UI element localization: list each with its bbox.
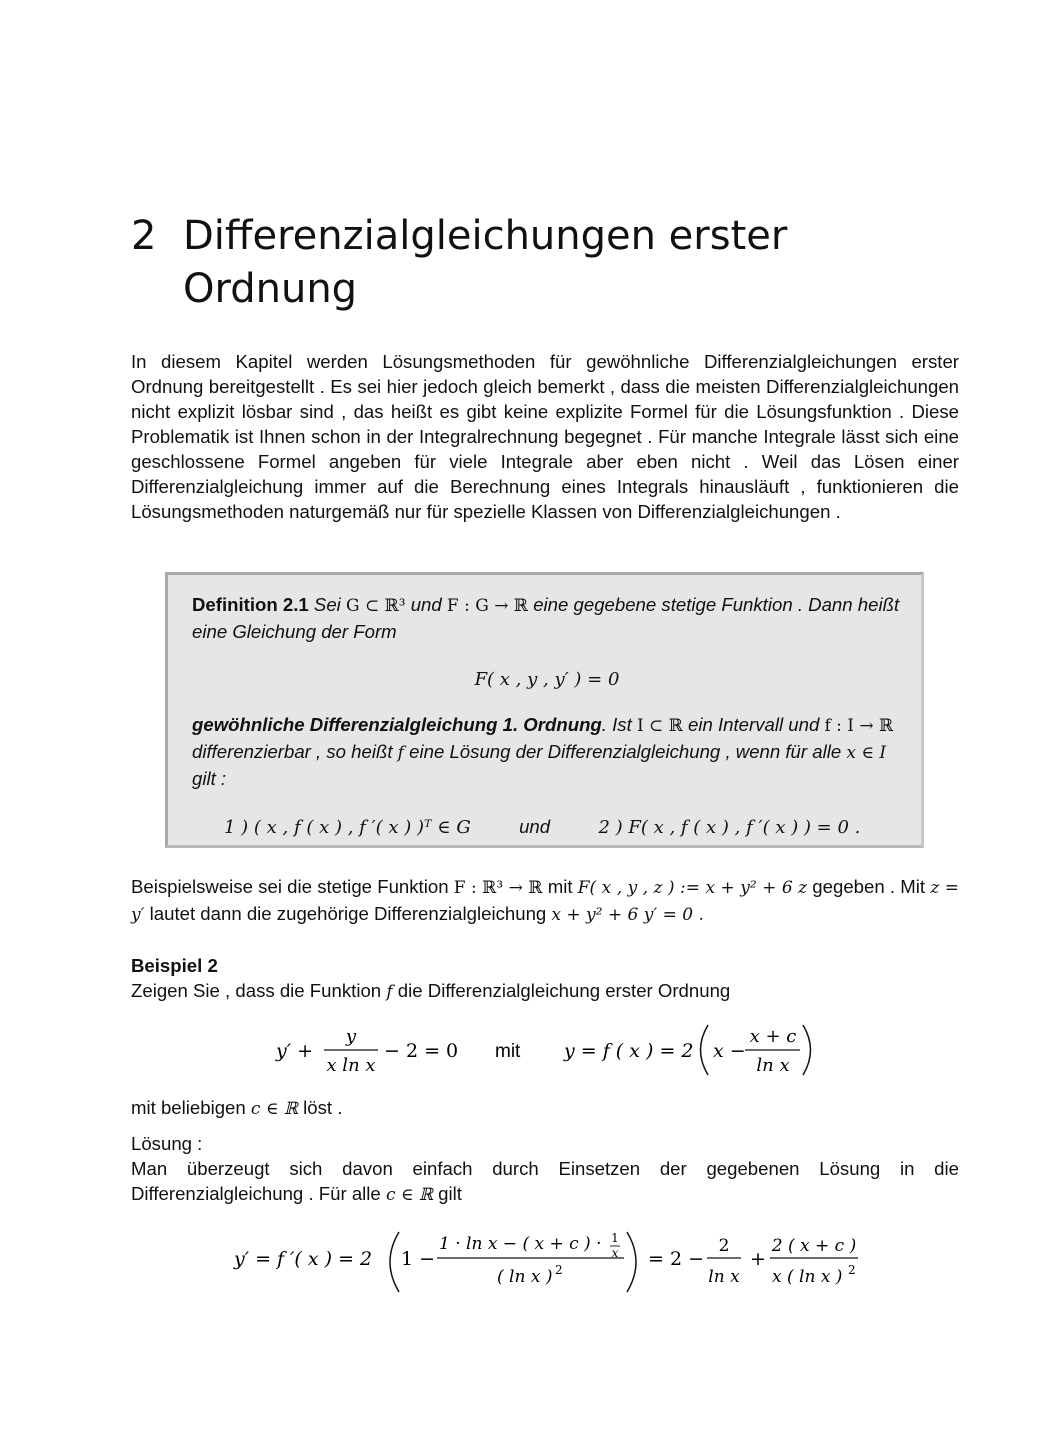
math-inline: f : I → ℝ — [824, 716, 894, 736]
equation-derivative — [131, 1226, 959, 1296]
eq1-rhs-x: x − — [713, 1040, 746, 1062]
intro-paragraph: In diesem Kapitel werden Lösungsmethoden für gewöhnliche Differenzialgleichungen erster Ordnung bereitgestellt . Es sei hier jedoch gleich bemerkt , dass die meisten Differenzialgleichungen nicht explizit lösbar sind , das heißt es gibt keine explizite Formel für die Lösungsfunktion . Diese Problematik ist Ihnen schon in der Integralrechnung begegnet . Für manche Integrale lässt sich eine geschlossene Formel angeben für viele Integrale aber eben nicht . Weil das Lösen einer Differenzialgleichung immer auf die Berechnung eines Integrals hinausläuft , funktionieren die Lösungsmethoden naturgemäß nur für spezielle Klassen von Differenzialgleichungen . — [131, 351, 959, 522]
definition-text: eine gegebene stetige Funktion . Dann heißt eine Gleichung der Form — [192, 594, 900, 642]
math-inline: z = y′ — [131, 878, 959, 925]
definition-term: gewöhnliche Differenzialgleichung 1. Ordnung — [192, 714, 602, 735]
eq2-third-numerator: 2 ( x + c ) — [771, 1236, 857, 1256]
solution-label: Lösung : — [131, 1133, 203, 1154]
eq1-rhs-numerator: x + c — [749, 1026, 797, 1047]
math-inline: F( x , y , z ) := x + y² + 6 z — [577, 878, 808, 898]
definition-equation: F( x , y , y′ ) = 0 — [474, 669, 620, 690]
equation-differential-with-solution — [131, 1022, 959, 1082]
eq2-equals-two-minus: = 2 − — [648, 1248, 705, 1270]
chapter-number: 2 — [131, 213, 157, 259]
eq2-plus: + — [750, 1248, 766, 1270]
example-heading: Beispiel 2 — [131, 955, 218, 976]
chapter-title-line2: Ordnung — [183, 266, 358, 312]
condition-connector: und — [519, 816, 551, 837]
math-inline: f — [397, 743, 404, 763]
definition-body: gewöhnliche Differenzialgleichung 1. Ordnung. Ist I ⊂ ℝ ein Intervall und f : I → ℝ differenzierbar , so heißt f eine Lösung der Differenzialgleichung , wenn für alle x ∈ I gilt : — [192, 714, 894, 789]
example-intro-paragraph: Beispielsweise sei die stetige Funktion F : ℝ³ → ℝ mit F( x , y , z ) := x + y² + 6 z gegeben . Mit z = y′ lautet dann die zugehörige Differenzialgleichung x + y² + 6 y′ = 0 . — [131, 876, 959, 925]
math-inline: I ⊂ ℝ — [636, 716, 683, 736]
eq1-fraction-numerator: y — [345, 1026, 357, 1047]
eq2-lhs: y′ = f ′( x ) = 2 — [234, 1248, 373, 1270]
eq2-small-frac-numerator: 1 — [611, 1231, 619, 1245]
eq2-second-denominator: ln x — [708, 1267, 740, 1287]
math-inline: x ∈ I — [846, 743, 887, 763]
math-inline: c ∈ ℝ — [385, 1185, 433, 1205]
eq1-rhs-denominator: ln x — [756, 1055, 790, 1076]
math-inline: f — [386, 982, 393, 1002]
definition-label: Definition 2.1 — [192, 594, 309, 615]
definition-intro — [192, 592, 902, 644]
eq1-lhs-start: y′ + — [276, 1040, 314, 1062]
eq1-lhs-end: − 2 = 0 — [384, 1040, 459, 1062]
eq2-second-numerator: 2 — [718, 1236, 730, 1256]
eq2-left-paren — [390, 1232, 399, 1292]
eq1-right-paren — [803, 1025, 811, 1075]
eq2-big-denominator: ( ln x ) — [497, 1267, 553, 1287]
eq2-third-denominator: x ( ln x ) — [772, 1267, 843, 1287]
eq2-big-denominator-exponent: 2 — [555, 1263, 563, 1277]
math-inline: F : ℝ³ → ℝ — [453, 878, 543, 898]
chapter-title-line1: Differenzialgleichungen erster — [183, 213, 788, 259]
chapter-heading — [131, 210, 959, 316]
condition-1: 1 ) ( x , f ( x ) , f ′( x ) )ᵀ ∈ G — [224, 817, 471, 838]
eq2-third-denominator-exponent: 2 — [848, 1263, 856, 1277]
eq2-small-frac-denominator: x — [611, 1246, 619, 1260]
definition-conditions — [192, 814, 902, 840]
condition-2: 2 ) F( x , f ( x ) , f ′( x ) ) = 0 . — [598, 817, 861, 838]
math-inline: F : G → ℝ — [446, 596, 529, 616]
math-inline: c ∈ ℝ — [250, 1099, 298, 1119]
eq1-left-paren — [701, 1025, 709, 1075]
eq1-fraction-denominator: x ln x — [326, 1055, 376, 1076]
solution-text: Man überzeugt sich davon einfach durch Einsetzen der gegebenen Lösung in die Differenzialgleichung . Für alle c ∈ ℝ gilt — [131, 1158, 959, 1205]
math-inline: G ⊂ ℝ³ — [345, 596, 406, 616]
definition-box — [165, 572, 924, 848]
example-task: Zeigen Sie , dass die Funktion f die Differenzialgleichung erster Ordnung — [131, 980, 731, 1002]
math-inline: x + y² + 6 y′ = 0 . — [551, 905, 704, 925]
definition-text: Sei — [313, 594, 341, 615]
eq1-connector: mit — [495, 1041, 521, 1062]
eq2-big-numerator: 1 · ln x − ( x + c ) · — [439, 1234, 602, 1254]
solution-section — [131, 1131, 959, 1208]
eq2-right-paren — [627, 1232, 636, 1292]
definition-text: und — [410, 594, 442, 615]
example-section — [131, 953, 959, 1005]
eq1-rhs-start: y = f ( x ) = 2 — [564, 1040, 694, 1062]
eq2-one-minus: 1 − — [401, 1248, 436, 1270]
example-task-end: mit beliebigen c ∈ ℝ löst . — [131, 1097, 343, 1119]
